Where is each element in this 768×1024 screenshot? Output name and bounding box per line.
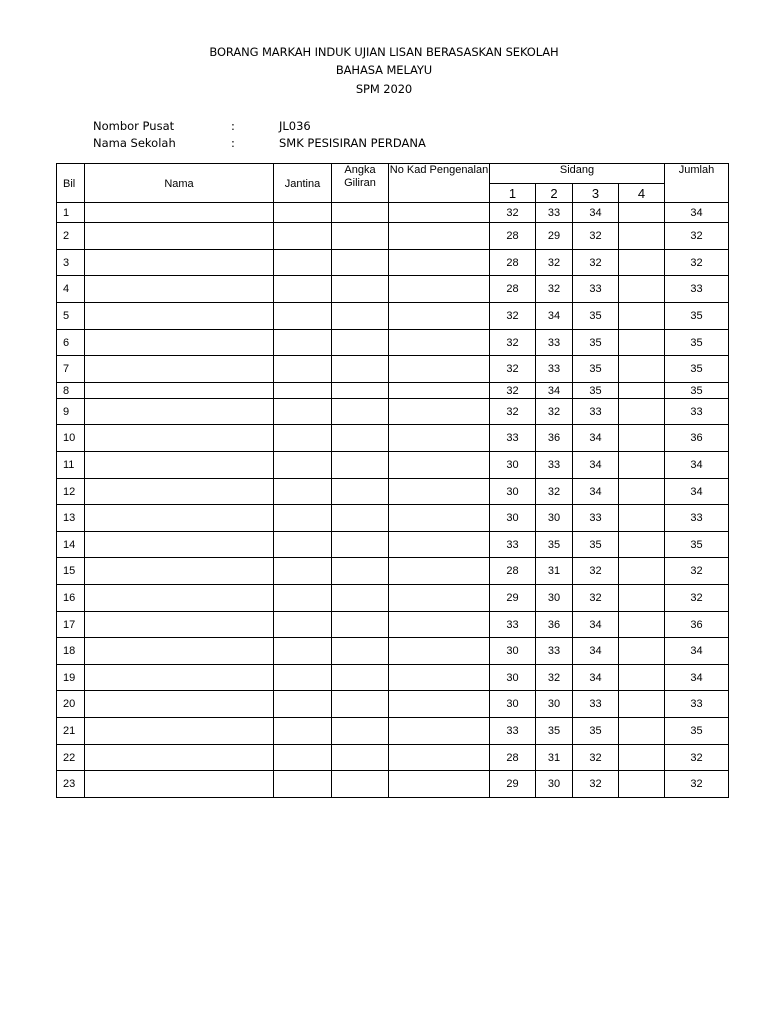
- row-nama-cell: [85, 356, 274, 383]
- row-sidang-2: 31: [536, 745, 573, 771]
- row-bil: 7: [57, 356, 85, 383]
- row-jumlah: 35: [665, 303, 729, 330]
- table-row: [57, 276, 729, 303]
- row-sidang-3: 35: [573, 532, 619, 558]
- table-row: [57, 452, 729, 479]
- school-name-label: Nama Sekolah: [93, 136, 176, 150]
- row-angka-giliran-cell: [332, 612, 389, 638]
- row-jantina-cell: [274, 585, 332, 612]
- row-sidang-1: 33: [490, 425, 536, 452]
- centre-number-colon: :: [231, 119, 235, 133]
- row-sidang-2: 35: [536, 718, 573, 745]
- table-row: [57, 558, 729, 585]
- row-sidang-2: 30: [536, 505, 573, 532]
- row-sidang-1: 32: [490, 330, 536, 356]
- row-sidang-2: 32: [536, 479, 573, 505]
- row-bil: 3: [57, 250, 85, 276]
- row-sidang-1: 32: [490, 383, 536, 399]
- row-jumlah: 32: [665, 250, 729, 276]
- row-angka-giliran-cell: [332, 223, 389, 250]
- row-angka-giliran-cell: [332, 250, 389, 276]
- row-angka-giliran-cell: [332, 479, 389, 505]
- row-jantina-cell: [274, 532, 332, 558]
- row-nama-cell: [85, 718, 274, 745]
- row-sidang-3: 34: [573, 203, 619, 223]
- row-no-kad-cell: [389, 532, 490, 558]
- row-no-kad-cell: [389, 771, 490, 798]
- row-nama-cell: [85, 638, 274, 665]
- row-sidang-3: 35: [573, 356, 619, 383]
- row-sidang-1: 30: [490, 665, 536, 691]
- table-row: [57, 585, 729, 612]
- row-jantina-cell: [274, 612, 332, 638]
- row-sidang-2: 29: [536, 223, 573, 250]
- row-nama-cell: [85, 505, 274, 532]
- row-sidang-3: 32: [573, 745, 619, 771]
- row-no-kad-cell: [389, 691, 490, 718]
- row-sidang-4: [619, 585, 665, 612]
- row-sidang-3: 35: [573, 383, 619, 399]
- row-sidang-1: 30: [490, 638, 536, 665]
- row-angka-giliran-cell: [332, 303, 389, 330]
- header-nama: Nama: [85, 164, 274, 203]
- row-jantina-cell: [274, 691, 332, 718]
- centre-number-value: JL036: [279, 119, 311, 133]
- row-bil: 10: [57, 425, 85, 452]
- table-row: [57, 223, 729, 250]
- marks-table: [56, 163, 729, 798]
- row-sidang-3: 32: [573, 771, 619, 798]
- row-sidang-1: 30: [490, 691, 536, 718]
- row-sidang-2: 35: [536, 532, 573, 558]
- row-jantina-cell: [274, 745, 332, 771]
- row-sidang-1: 32: [490, 399, 536, 425]
- row-jantina-cell: [274, 203, 332, 223]
- row-no-kad-cell: [389, 303, 490, 330]
- row-sidang-2: 33: [536, 638, 573, 665]
- row-sidang-3: 34: [573, 612, 619, 638]
- row-jumlah: 32: [665, 771, 729, 798]
- row-sidang-3: 34: [573, 665, 619, 691]
- row-sidang-4: [619, 223, 665, 250]
- table-body: [57, 203, 729, 798]
- row-no-kad-cell: [389, 612, 490, 638]
- exam-title: SPM 2020: [355, 82, 413, 96]
- row-nama-cell: [85, 479, 274, 505]
- row-sidang-4: [619, 250, 665, 276]
- row-angka-giliran-cell: [332, 718, 389, 745]
- row-bil: 11: [57, 452, 85, 479]
- header-no-kad-pengenalan: No Kad Pengenalan: [389, 164, 490, 203]
- row-no-kad-cell: [389, 425, 490, 452]
- table-row: [57, 303, 729, 330]
- row-bil: 22: [57, 745, 85, 771]
- row-bil: 5: [57, 303, 85, 330]
- row-sidang-4: [619, 303, 665, 330]
- row-sidang-3: 35: [573, 718, 619, 745]
- row-angka-giliran-cell: [332, 771, 389, 798]
- row-jumlah: 33: [665, 505, 729, 532]
- row-sidang-2: 30: [536, 585, 573, 612]
- row-nama-cell: [85, 532, 274, 558]
- row-bil: 20: [57, 691, 85, 718]
- row-sidang-4: [619, 383, 665, 399]
- row-sidang-4: [619, 356, 665, 383]
- row-sidang-4: [619, 691, 665, 718]
- row-angka-giliran-cell: [332, 745, 389, 771]
- row-sidang-3: 33: [573, 276, 619, 303]
- table-row: [57, 505, 729, 532]
- row-sidang-3: 33: [573, 505, 619, 532]
- row-angka-giliran-cell: [332, 691, 389, 718]
- row-sidang-1: 33: [490, 718, 536, 745]
- row-bil: 19: [57, 665, 85, 691]
- row-sidang-4: [619, 505, 665, 532]
- table-row: [57, 330, 729, 356]
- row-no-kad-cell: [389, 330, 490, 356]
- row-sidang-1: 28: [490, 276, 536, 303]
- row-sidang-1: 29: [490, 771, 536, 798]
- row-jantina-cell: [274, 452, 332, 479]
- row-nama-cell: [85, 691, 274, 718]
- table-row: [57, 479, 729, 505]
- row-bil: 9: [57, 399, 85, 425]
- table-row: [57, 771, 729, 798]
- row-no-kad-cell: [389, 505, 490, 532]
- row-jumlah: 33: [665, 691, 729, 718]
- row-jumlah: 36: [665, 612, 729, 638]
- row-sidang-1: 30: [490, 479, 536, 505]
- row-sidang-4: [619, 452, 665, 479]
- row-sidang-4: [619, 771, 665, 798]
- row-nama-cell: [85, 745, 274, 771]
- row-sidang-2: 33: [536, 330, 573, 356]
- row-jantina-cell: [274, 718, 332, 745]
- row-jantina-cell: [274, 425, 332, 452]
- table-row: [57, 745, 729, 771]
- header-sidang-3: 3: [573, 184, 619, 203]
- row-sidang-1: 28: [490, 223, 536, 250]
- row-no-kad-cell: [389, 223, 490, 250]
- row-no-kad-cell: [389, 558, 490, 585]
- row-no-kad-cell: [389, 585, 490, 612]
- table-row: [57, 250, 729, 276]
- table-row: [57, 691, 729, 718]
- row-jantina-cell: [274, 250, 332, 276]
- row-no-kad-cell: [389, 250, 490, 276]
- header-bil: Bil: [57, 164, 85, 203]
- row-sidang-4: [619, 425, 665, 452]
- row-bil: 12: [57, 479, 85, 505]
- row-no-kad-cell: [389, 356, 490, 383]
- row-jumlah: 32: [665, 223, 729, 250]
- row-sidang-3: 34: [573, 638, 619, 665]
- row-sidang-3: 32: [573, 585, 619, 612]
- row-sidang-4: [619, 612, 665, 638]
- table-row: [57, 612, 729, 638]
- row-jantina-cell: [274, 665, 332, 691]
- row-bil: 17: [57, 612, 85, 638]
- row-nama-cell: [85, 383, 274, 399]
- form-title: BORANG MARKAH INDUK UJIAN LISAN BERASASKAN SEKOLAH: [209, 45, 559, 59]
- row-sidang-1: 29: [490, 585, 536, 612]
- table-row: [57, 665, 729, 691]
- row-angka-giliran-cell: [332, 276, 389, 303]
- row-sidang-2: 33: [536, 356, 573, 383]
- row-sidang-3: 32: [573, 223, 619, 250]
- row-jumlah: 33: [665, 276, 729, 303]
- school-name-colon: :: [231, 136, 235, 150]
- row-sidang-2: 34: [536, 383, 573, 399]
- row-sidang-1: 28: [490, 558, 536, 585]
- row-jantina-cell: [274, 330, 332, 356]
- row-jantina-cell: [274, 276, 332, 303]
- row-jumlah: 35: [665, 718, 729, 745]
- row-jantina-cell: [274, 558, 332, 585]
- table-row: [57, 532, 729, 558]
- row-sidang-2: 32: [536, 399, 573, 425]
- row-jumlah: 34: [665, 452, 729, 479]
- row-no-kad-cell: [389, 452, 490, 479]
- header-sidang-2: 2: [536, 184, 573, 203]
- school-name-value: SMK PESISIRAN PERDANA: [279, 136, 426, 150]
- subject-title: BAHASA MELAYU: [335, 63, 433, 77]
- row-angka-giliran-cell: [332, 399, 389, 425]
- row-sidang-2: 36: [536, 612, 573, 638]
- row-nama-cell: [85, 330, 274, 356]
- row-sidang-2: 32: [536, 665, 573, 691]
- row-nama-cell: [85, 612, 274, 638]
- row-sidang-1: 30: [490, 452, 536, 479]
- row-sidang-2: 30: [536, 691, 573, 718]
- row-angka-giliran-cell: [332, 585, 389, 612]
- row-sidang-4: [619, 276, 665, 303]
- row-angka-giliran-cell: [332, 425, 389, 452]
- header-jumlah: Jumlah: [665, 164, 729, 203]
- row-sidang-2: 32: [536, 276, 573, 303]
- row-no-kad-cell: [389, 745, 490, 771]
- row-no-kad-cell: [389, 479, 490, 505]
- table-row: [57, 399, 729, 425]
- row-nama-cell: [85, 223, 274, 250]
- row-angka-giliran-cell: [332, 532, 389, 558]
- header-sidang-1: 1: [490, 184, 536, 203]
- row-jantina-cell: [274, 356, 332, 383]
- row-jumlah: 35: [665, 356, 729, 383]
- row-jantina-cell: [274, 505, 332, 532]
- table-row: [57, 718, 729, 745]
- header-angka-giliran: Angka Giliran: [332, 164, 389, 203]
- row-sidang-3: 33: [573, 399, 619, 425]
- row-jumlah: 32: [665, 585, 729, 612]
- row-sidang-1: 32: [490, 203, 536, 223]
- row-sidang-1: 28: [490, 250, 536, 276]
- row-sidang-3: 34: [573, 452, 619, 479]
- row-no-kad-cell: [389, 665, 490, 691]
- header-sidang-4: 4: [619, 184, 665, 203]
- row-jumlah: 36: [665, 425, 729, 452]
- row-angka-giliran-cell: [332, 383, 389, 399]
- row-jumlah: 34: [665, 665, 729, 691]
- row-jantina-cell: [274, 638, 332, 665]
- row-nama-cell: [85, 276, 274, 303]
- row-sidang-4: [619, 638, 665, 665]
- row-sidang-1: 32: [490, 303, 536, 330]
- row-jantina-cell: [274, 383, 332, 399]
- row-jantina-cell: [274, 399, 332, 425]
- row-jumlah: 34: [665, 203, 729, 223]
- row-bil: 14: [57, 532, 85, 558]
- row-angka-giliran-cell: [332, 638, 389, 665]
- row-sidang-4: [619, 330, 665, 356]
- row-sidang-2: 30: [536, 771, 573, 798]
- row-sidang-3: 35: [573, 330, 619, 356]
- row-nama-cell: [85, 203, 274, 223]
- row-sidang-4: [619, 745, 665, 771]
- table-row: [57, 203, 729, 223]
- row-jumlah: 32: [665, 558, 729, 585]
- row-nama-cell: [85, 771, 274, 798]
- row-sidang-4: [619, 399, 665, 425]
- row-angka-giliran-cell: [332, 505, 389, 532]
- centre-number-label: Nombor Pusat: [93, 119, 175, 133]
- row-no-kad-cell: [389, 399, 490, 425]
- row-sidang-1: 33: [490, 532, 536, 558]
- row-nama-cell: [85, 303, 274, 330]
- row-nama-cell: [85, 452, 274, 479]
- row-angka-giliran-cell: [332, 665, 389, 691]
- row-angka-giliran-cell: [332, 356, 389, 383]
- row-no-kad-cell: [389, 718, 490, 745]
- row-sidang-2: 36: [536, 425, 573, 452]
- row-bil: 6: [57, 330, 85, 356]
- row-jumlah: 32: [665, 745, 729, 771]
- table-row: [57, 425, 729, 452]
- row-sidang-4: [619, 665, 665, 691]
- row-angka-giliran-cell: [332, 203, 389, 223]
- row-sidang-2: 33: [536, 452, 573, 479]
- row-nama-cell: [85, 558, 274, 585]
- row-sidang-1: 32: [490, 356, 536, 383]
- table-row: [57, 383, 729, 399]
- row-jantina-cell: [274, 771, 332, 798]
- row-nama-cell: [85, 399, 274, 425]
- row-bil: 15: [57, 558, 85, 585]
- row-bil: 8: [57, 383, 85, 399]
- row-bil: 16: [57, 585, 85, 612]
- row-nama-cell: [85, 250, 274, 276]
- row-nama-cell: [85, 585, 274, 612]
- row-bil: 18: [57, 638, 85, 665]
- row-angka-giliran-cell: [332, 558, 389, 585]
- row-jantina-cell: [274, 223, 332, 250]
- row-no-kad-cell: [389, 203, 490, 223]
- row-sidang-3: 35: [573, 303, 619, 330]
- row-no-kad-cell: [389, 383, 490, 399]
- row-sidang-4: [619, 718, 665, 745]
- row-jumlah: 35: [665, 330, 729, 356]
- row-jumlah: 33: [665, 399, 729, 425]
- row-sidang-3: 34: [573, 425, 619, 452]
- row-sidang-3: 32: [573, 558, 619, 585]
- row-sidang-3: 34: [573, 479, 619, 505]
- row-sidang-4: [619, 203, 665, 223]
- row-sidang-3: 32: [573, 250, 619, 276]
- table-row: [57, 638, 729, 665]
- row-angka-giliran-cell: [332, 330, 389, 356]
- row-sidang-2: 34: [536, 303, 573, 330]
- row-sidang-1: 33: [490, 612, 536, 638]
- row-jumlah: 34: [665, 638, 729, 665]
- row-sidang-1: 28: [490, 745, 536, 771]
- row-sidang-4: [619, 532, 665, 558]
- row-angka-giliran-cell: [332, 452, 389, 479]
- row-sidang-3: 33: [573, 691, 619, 718]
- header-jantina: Jantina: [274, 164, 332, 203]
- row-sidang-2: 31: [536, 558, 573, 585]
- row-jumlah: 35: [665, 532, 729, 558]
- table-row: [57, 356, 729, 383]
- row-bil: 23: [57, 771, 85, 798]
- row-bil: 21: [57, 718, 85, 745]
- row-bil: 13: [57, 505, 85, 532]
- row-jumlah: 34: [665, 479, 729, 505]
- row-sidang-4: [619, 479, 665, 505]
- header-sidang: Sidang: [490, 164, 665, 184]
- row-nama-cell: [85, 665, 274, 691]
- row-jantina-cell: [274, 303, 332, 330]
- row-bil: 2: [57, 223, 85, 250]
- row-bil: 1: [57, 203, 85, 223]
- row-sidang-1: 30: [490, 505, 536, 532]
- row-no-kad-cell: [389, 276, 490, 303]
- row-sidang-4: [619, 558, 665, 585]
- row-no-kad-cell: [389, 638, 490, 665]
- row-sidang-2: 32: [536, 250, 573, 276]
- row-bil: 4: [57, 276, 85, 303]
- row-jantina-cell: [274, 479, 332, 505]
- row-jumlah: 35: [665, 383, 729, 399]
- row-nama-cell: [85, 425, 274, 452]
- row-sidang-2: 33: [536, 203, 573, 223]
